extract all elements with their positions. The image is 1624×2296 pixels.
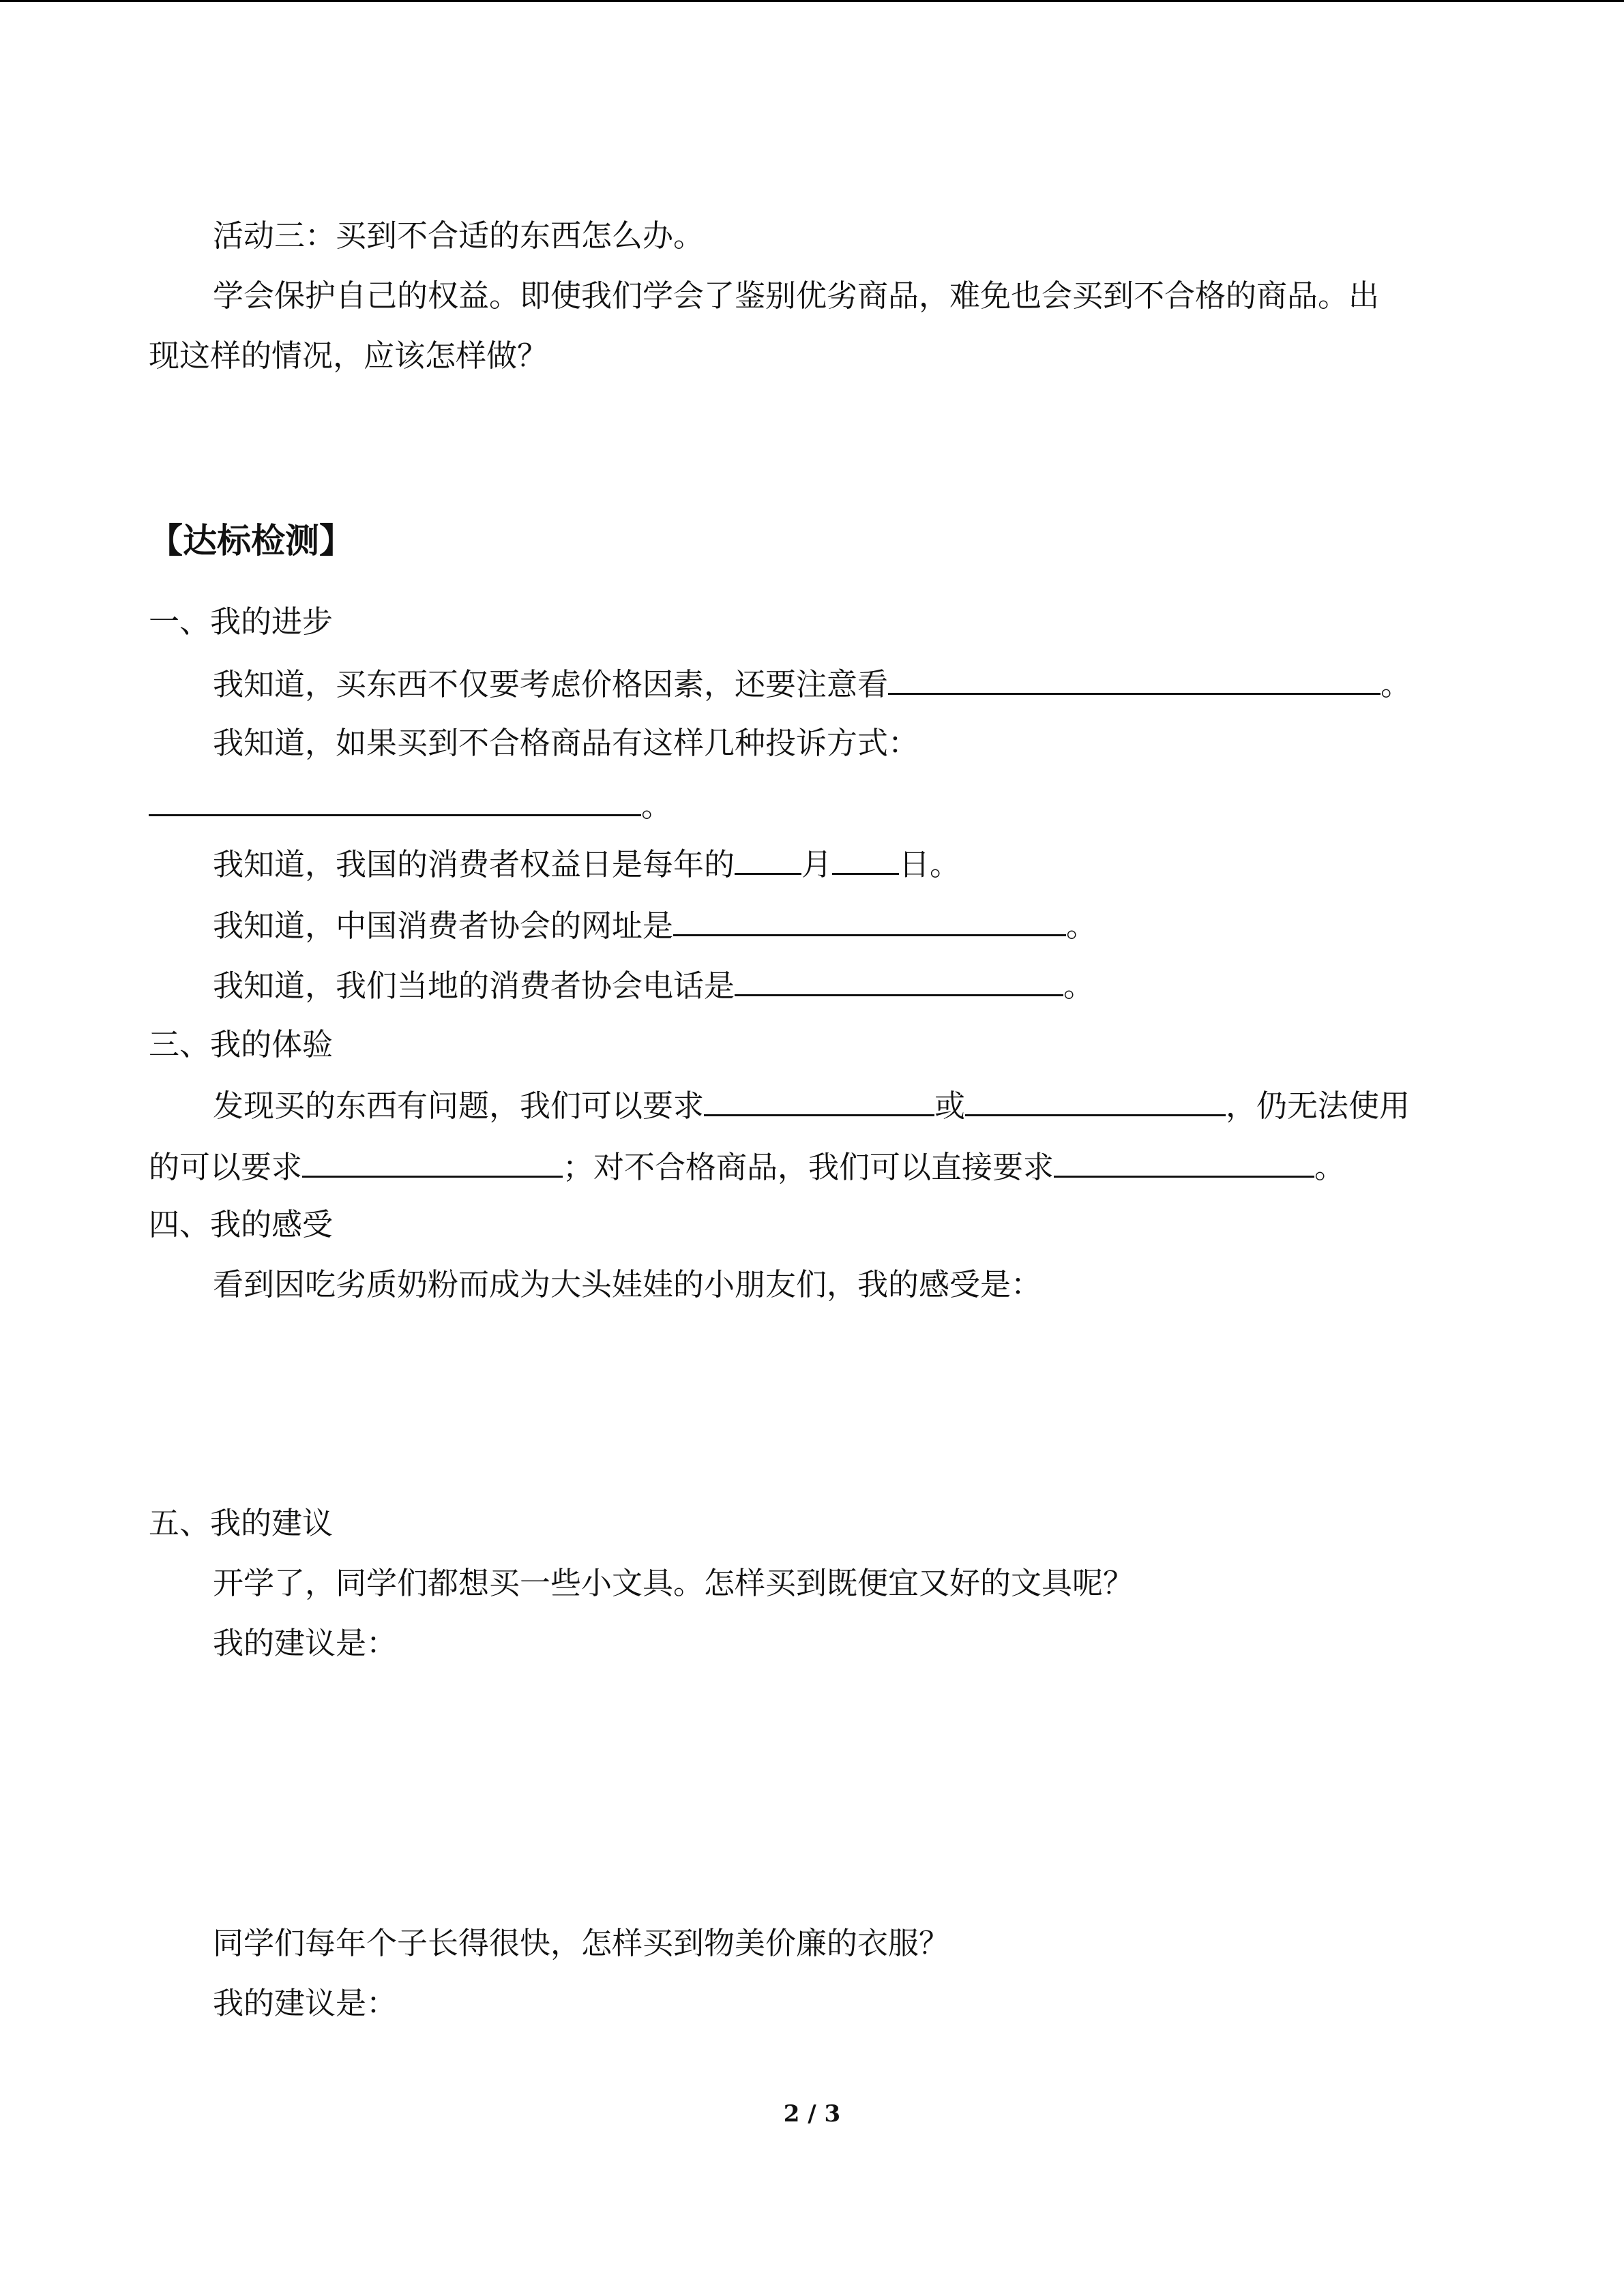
part3-line2	[0, 1146, 1624, 1188]
part1-title: 一、我的进步	[149, 603, 334, 640]
part1-q4-text: 我知道，中国消费者协会的网址是	[213, 908, 674, 944]
part1-q4	[0, 904, 1624, 946]
part5-title: 五、我的建议	[149, 1505, 334, 1541]
part1-q2-answer	[0, 784, 1624, 826]
part3-blank2[interactable]	[965, 1084, 1226, 1116]
part1-q2: 我知道，如果买到不合格商品有这样几种投诉方式：	[213, 725, 919, 761]
part1-q1	[0, 663, 1624, 705]
part1-q2-end: 。	[641, 788, 673, 824]
part1-q5	[0, 964, 1624, 1007]
activity3-paragraph-line2: 现这样的情况，应该怎样做？	[149, 338, 548, 374]
part3-title: 三、我的体验	[149, 1026, 334, 1062]
part3-or: 或	[934, 1088, 966, 1124]
part1-q3	[0, 843, 1624, 885]
part1-q4-end: 。	[1066, 908, 1097, 944]
page-number: 2 / 3	[783, 2100, 841, 2128]
part3-blank3[interactable]	[302, 1146, 563, 1178]
part5-q1: 开学了，同学们都想买一些小文具。怎样买到既便宜又好的文具呢？	[213, 1565, 1134, 1601]
part5-q1-answer-label: 我的建议是：	[213, 1625, 398, 1661]
part1-q3-day-blank[interactable]	[832, 843, 899, 875]
part3-line2-end: 。	[1314, 1149, 1346, 1185]
part1-q1-text: 我知道，买东西不仅要考虑价格因素，还要注意看	[213, 666, 889, 702]
part5-q2: 同学们每年个子长得很快，怎样买到物美价廉的衣服？	[213, 1925, 950, 1961]
part3-line1-text: 发现买的东西有问题，我们可以要求	[213, 1088, 705, 1124]
part3-line2-text-a: 的可以要求	[149, 1149, 303, 1185]
part4-title: 四、我的感受	[149, 1206, 334, 1242]
part4-prompt: 看到因吃劣质奶粉而成为大头娃娃的小朋友们，我的感受是：	[213, 1266, 1042, 1302]
part1-q1-end: 。	[1381, 666, 1412, 702]
part3-line1	[0, 1084, 1624, 1127]
page-top-border	[0, 0, 1624, 2]
part3-blank1[interactable]	[704, 1084, 934, 1116]
part3-line2-text-b: ；对不合格商品，我们可以直接要求	[563, 1149, 1054, 1185]
activity3-paragraph-line1: 学会保护自己的权益。即使我们学会了鉴别优劣商品，难免也会买到不合格的商品。出	[213, 278, 1380, 314]
test-section-heading: 【达标检测】	[149, 520, 353, 561]
part1-q3-day-label: 日。	[899, 846, 961, 882]
part1-q5-end: 。	[1063, 968, 1095, 1004]
part1-q2-blank[interactable]	[149, 784, 641, 816]
activity3-title: 活动三：买到不合适的东西怎么办。	[213, 218, 705, 254]
part3-blank4[interactable]	[1054, 1146, 1314, 1178]
part3-line1-end: ，仍无法使用	[1226, 1088, 1411, 1124]
part1-q5-blank[interactable]	[735, 964, 1063, 996]
part1-q3-text: 我知道，我国的消费者权益日是每年的	[213, 846, 735, 882]
part1-q3-month-blank[interactable]	[735, 843, 801, 875]
part1-q4-blank[interactable]	[673, 904, 1066, 936]
part1-q5-text: 我知道，我们当地的消费者协会电话是	[213, 968, 735, 1004]
part5-q2-answer-label: 我的建议是：	[213, 1985, 398, 2021]
part1-q3-month-label: 月	[801, 846, 833, 882]
part1-q1-blank[interactable]	[888, 663, 1381, 695]
